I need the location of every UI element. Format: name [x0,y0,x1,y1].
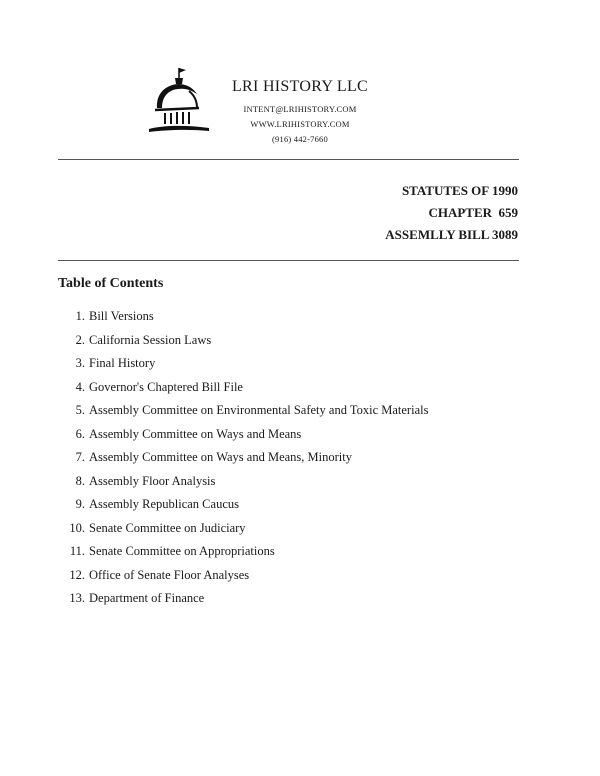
toc-item-label: California Session Laws [89,332,212,347]
header-divider [58,159,519,160]
toc-item-label: Senate Committee on Appropriations [89,544,275,558]
statute-year: STATUTES OF 1990 [401,183,518,198]
statute-divider [58,260,519,261]
toc-item[interactable] [58,471,428,495]
toc-item-label: Assembly Floor Analysis [89,473,216,488]
toc-item-number: 2. [75,332,85,347]
toc-item-number: 8. [75,473,85,488]
toc-item-label: Assembly Committee on Ways and Means, Minority [89,450,352,464]
toc-item-label: Governor's Chaptered Bill File [89,379,243,394]
statute-chapter: CHAPTER 659 [428,205,518,220]
company-phone: (916) 442-7660 [272,134,328,144]
toc-item[interactable] [58,518,428,542]
toc-item-number: 11. [69,544,85,558]
toc-item-label: Assembly Committee on Ways and Means [89,426,302,441]
toc-item-number: 6. [75,426,85,441]
toc-item-number: 1. [75,309,85,323]
toc-item[interactable] [58,494,428,518]
toc-item-label: Assembly Republican Caucus [89,497,239,511]
toc-item-label: Office of Senate Floor Analyses [89,567,250,582]
statute-bill: ASSEMLLY BILL 3089 [385,227,518,242]
toc-list [58,306,428,612]
toc-title: Table of Contents [58,276,164,291]
statute-block [385,180,518,246]
toc-item[interactable] [58,330,428,354]
toc-item-number: 3. [75,356,85,370]
toc-item[interactable] [58,377,428,401]
company-website: WWW.LRIHISTORY.COM [250,119,350,129]
toc-item[interactable] [58,400,428,424]
toc-item[interactable] [58,447,428,471]
toc-item[interactable] [58,353,428,377]
toc-item-number: 12. [69,567,85,582]
toc-item[interactable] [58,424,428,448]
toc-item[interactable] [58,541,428,565]
toc-item-label: Assembly Committee on Environmental Safety and Toxic Materials [89,403,429,417]
toc-item[interactable] [58,588,428,612]
toc-item-label: Department of Finance [89,591,205,605]
toc-item-number: 9. [75,497,85,511]
toc-item-label: Final History [89,356,156,370]
toc-item[interactable] [58,306,428,330]
toc-item-label: Bill Versions [89,309,154,323]
toc-item-number: 7. [75,450,85,464]
toc-item-number: 5. [75,403,85,417]
toc-item-number: 10. [69,520,85,535]
toc-item-label: Senate Committee on Judiciary [89,520,246,535]
company-email: INTENT@LRIHISTORY.COM [243,104,357,114]
company-name: LRI HISTORY LLC [231,78,369,95]
toc-item-number: 13. [69,591,85,605]
toc-item-number: 4. [75,379,85,394]
company-header [205,78,395,147]
toc-item[interactable] [58,565,428,589]
